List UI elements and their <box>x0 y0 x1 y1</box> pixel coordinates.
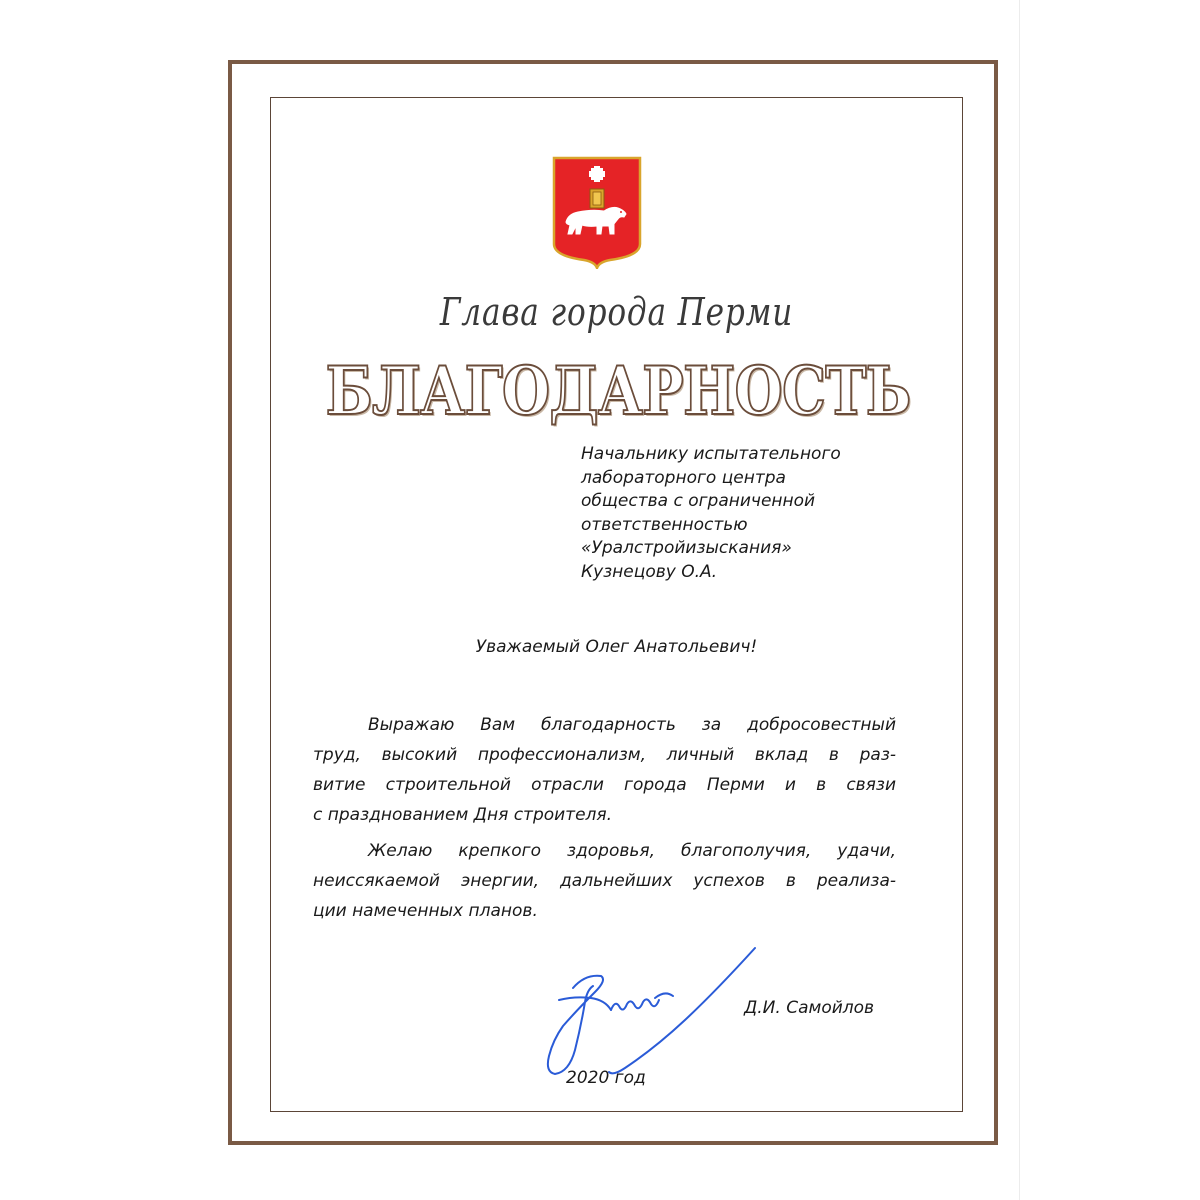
addressee-line: Кузнецову О.А. <box>581 561 718 582</box>
addressee-line: «Уралстройизыскания» <box>581 538 792 558</box>
body-text <box>313 710 896 926</box>
addressee-line: ответственностью <box>581 514 748 535</box>
addressee-line: лабораторного центра <box>581 467 786 488</box>
paragraph-line: ции намеченных планов. <box>313 901 538 921</box>
perm-coat-of-arms-icon <box>552 156 642 269</box>
addressee-line: Начальнику испытательного <box>581 444 841 464</box>
addressee-line: общества с ограниченной <box>581 491 816 511</box>
paragraph-line: неиссякаемой энергии, дальнейших успехов в реализа- <box>313 871 896 891</box>
paragraph-line: Выражаю Вам благодарность за добросовестный <box>368 715 896 735</box>
paragraph-line: Желаю крепкого здоровья, благополучия, удачи, <box>368 841 896 861</box>
paragraph-line: витие строительной отрасли города Перми и в связи <box>313 775 896 795</box>
greeting: Уважаемый Олег Анатольевич! <box>475 637 758 657</box>
addressee-block <box>581 443 911 584</box>
issuer-heading: Глава города Перми <box>439 290 794 334</box>
paragraph-line: труд, высокий профессионализм, личный вклад в раз- <box>313 745 896 765</box>
signer-name: Д.И. Самойлов <box>744 998 875 1018</box>
document-year: 2020 год <box>566 1068 646 1088</box>
document-title: БЛАГОДАРНОСТЬ <box>325 352 911 430</box>
paragraph-line: с празднованием Дня строителя. <box>313 805 613 825</box>
scan-edge-line <box>1019 0 1020 1200</box>
